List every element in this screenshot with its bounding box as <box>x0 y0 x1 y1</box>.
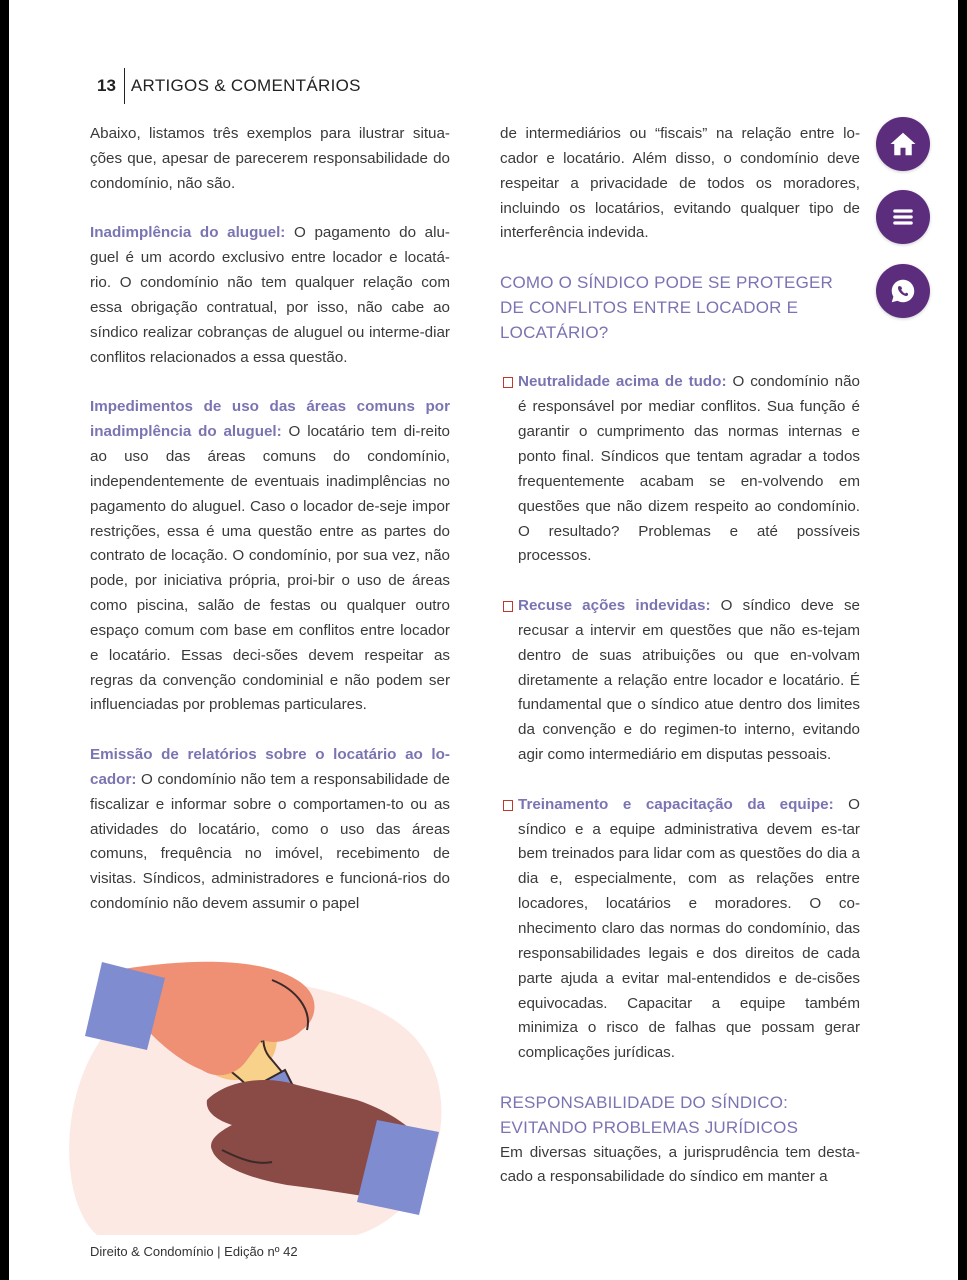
magazine-page <box>9 0 958 1280</box>
left-column <box>90 122 450 917</box>
continuation-paragraph: de intermediários ou “fiscais” na relação entre lo-cador e locatário. Além disso, o condomínio deve respeitar a privacidade de todos os moradores, incluindo os locatários, evitando qualquer tipo de interferência indevida. <box>500 125 860 242</box>
example-impedimentos <box>90 395 450 718</box>
example-term: Emissão de relatórios sobre o locatário ao lo-cador: <box>90 746 450 788</box>
bullet-box-icon <box>503 601 513 612</box>
menu-button[interactable] <box>876 190 930 244</box>
example-term: Impedimentos de uso das áreas comuns por inadimplência do aluguel: <box>90 398 450 441</box>
header-divider <box>124 68 125 104</box>
bullet-treinamento <box>500 793 860 1066</box>
menu-icon <box>890 204 916 230</box>
example-relatorios <box>90 743 450 917</box>
example-text: O condomínio não tem a responsabilidade de fiscalizar e informar sobre o comportamen-to ou as atividades do locatário, como o uso das áreas comuns, frequência no imóvel, recebimento de visitas. Síndicos, administradores e funcioná-rios do condomínio não devem assumir o papel <box>90 770 450 913</box>
whatsapp-button[interactable] <box>876 264 930 318</box>
page-header <box>97 68 361 104</box>
section-title: ARTIGOS & COMENTÁRIOS <box>130 76 361 95</box>
example-text: O pagamento do alu-guel é um acordo exclusivo entre locador e locatá-rio. O condomínio não tem qualquer relação com essa obrigação contratual, por isso, não cabe ao síndico realizar cobranças de aluguel ou interme-diar conflitos relacionados a essa questão. <box>90 224 450 366</box>
home-button[interactable] <box>876 117 930 171</box>
example-term: Inadimplência do aluguel: <box>90 224 286 242</box>
home-icon <box>888 129 918 159</box>
intro-paragraph: Abaixo, listamos três exemplos para ilustrar situa-ções que, apesar de parecerem responsabilidade do condomínio, não são. <box>90 125 450 192</box>
bullet-box-icon <box>503 800 513 811</box>
bullet-text: O síndico deve se recusar a intervir em questões que não es-tejam dentro de suas atribuições ou que en-volvam diretamente a relação entre locador e locatário. É fundamental que o síndico atue dentro dos limites da convenção e do regimen-to interno, evitando agir como intermediário em disputas pessoais. <box>518 597 860 764</box>
bullet-term: Recuse ações indevidas: <box>518 597 711 615</box>
bullet-term: Treinamento e capacitação da equipe: <box>518 795 834 813</box>
bullet-text: O síndico e a equipe administrativa devem es-tar bem treinados para lidar com as questões do dia a dia e, especialmente, com as relações entre locadores, locatários e moradores. O co-nhecimento claro das normas do condomínio, das responsabilidades legais e dos direitos de cada parte ajuda a evitar mal-entendidos e de-cisões equivocadas. Capacitar a equipe também minimiza o risco de falhas que possam gerar complicações jurídicas. <box>518 795 860 1062</box>
example-inadimplencia <box>90 221 450 370</box>
right-column <box>500 122 860 1190</box>
bullet-term: Neutralidade acima de tudo: <box>518 373 727 391</box>
closing-paragraph: Em diversas situações, a jurisprudência tem desta-cado a responsabilidade do síndico em manter a <box>500 1143 860 1186</box>
heading-responsabilidade: RESPONSABILIDADE DO SÍNDICO: EVITANDO PROBLEMAS JURÍDICOS <box>500 1092 799 1137</box>
bullet-box-icon <box>503 377 513 388</box>
bullet-recuse <box>500 594 860 768</box>
whatsapp-icon <box>888 276 918 306</box>
heading-proteger: COMO O SÍNDICO PODE SE PROTEGER DE CONFLITOS ENTRE LOCADOR E LOCATÁRIO? <box>500 273 834 342</box>
page-footer: Direito & Condomínio | Edição nº 42 <box>90 1244 298 1259</box>
page-number: 13 <box>97 76 116 95</box>
hands-lightbulb-illustration <box>57 950 457 1240</box>
example-text: O locatário tem di-reito ao uso das áreas comuns do condomínio, independentemente de eventuais inadimplências no pagamento do aluguel. Caso o locador de-seje impor restrições, essa é uma questão entre as partes do contrato de locação. O condomínio, por sua vez, não pode, por iniciativa própria, proi-bir o uso de áreas como piscina, salão de festas ou qualquer outro espaço comum com base em conflitos entre locador e locatário. Essas deci-sões devem respeitar as regras da convenção condominial e não podem ser influenciadas por problemas particulares. <box>90 423 450 714</box>
bullet-neutralidade <box>500 370 860 569</box>
bullet-text: O condomínio não é responsável por mediar conflitos. Sua função é garantir o cumprimento das normas internas e ponto final. Síndicos que tentam agradar a todos frequentemente acabam se en-volvendo em questões que não dizem respeito ao condomínio. O resultado? Problemas e até possíveis processos. <box>518 373 860 565</box>
